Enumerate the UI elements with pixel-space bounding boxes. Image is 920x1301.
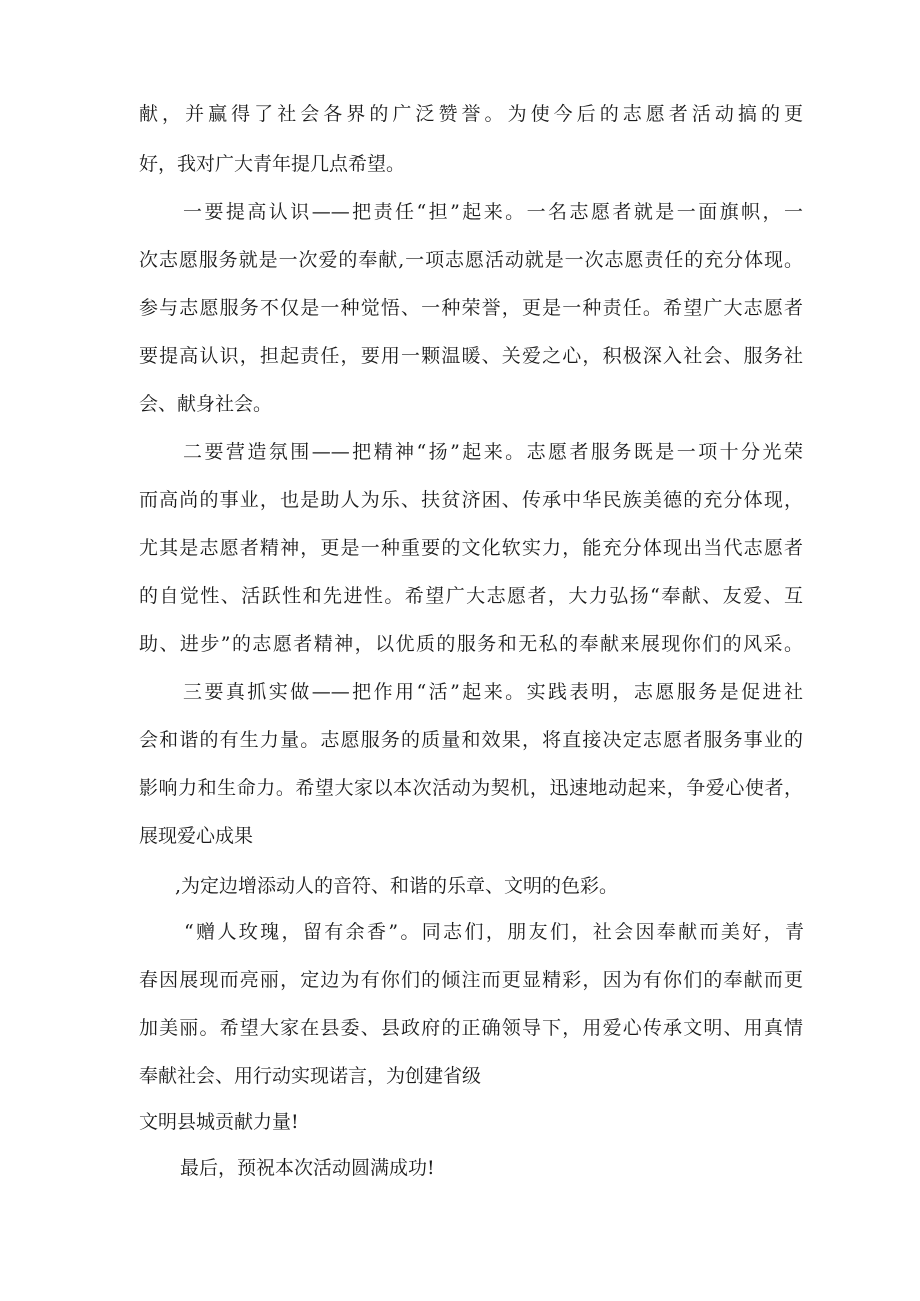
text-line: 好，我对广大青年提几点希望。: [139, 153, 406, 175]
paragraph-3-first-line: 三要真抓实做——把作用“活”起来。实践表明，志愿服务是促进社: [183, 681, 803, 703]
text-line: 文明县城贡献力量!: [139, 1111, 299, 1133]
text-line: 尤其是志愿者精神，更是一种重要的文化软实力，能充分体现出当代志愿者: [139, 537, 803, 559]
text-line: 会和谐的有生力量。志愿服务的质量和效果，将直接决定志愿者服务事业的: [139, 729, 803, 751]
text-line: 奉献社会、用行动实现诺言，为创建省级: [139, 1065, 482, 1087]
paragraph-4-first-line: “赠人玫瑰，留有余香”。同志们，朋友们，社会因奉献而美好，青: [184, 921, 804, 943]
text-line: 而高尚的事业，也是助人为乐、扶贫济困、传承中华民族美德的充分体现，: [139, 489, 803, 511]
text-line: 次志愿服务就是一次爱的奉献,一项志愿活动就是一次志愿责任的充分体现。: [139, 249, 803, 271]
text-line: ,为定边增添动人的音符、和谐的乐章、文明的色彩。: [175, 875, 619, 897]
text-line: 春因展现而亮丽，定边为有你们的倾注而更显精彩，因为有你们的奉献而更: [139, 969, 803, 991]
text-line: 助、进步”的志愿者精神，以优质的服务和无私的奉献来展现你们的风采。: [139, 633, 803, 655]
text-line: 要提高认识，担起责任，要用一颗温暖、关爱之心，积极深入社会、服务社: [139, 345, 803, 367]
text-line: 展现爱心成果: [139, 825, 254, 847]
text-line: 的自觉性、活跃性和先进性。希望广大志愿者，大力弘扬“奉献、友爱、互: [139, 585, 803, 607]
paragraph-1-first-line: 一要提高认识——把责任“担”起来。一名志愿者就是一面旗帜，一: [183, 201, 803, 223]
text-line: 会、献身社会。: [139, 393, 273, 415]
text-line: 参与志愿服务不仅是一种觉悟、一种荣誉，更是一种责任。希望广大志愿者: [139, 297, 803, 319]
closing-line: 最后，预祝本次活动圆满成功!: [180, 1157, 435, 1179]
paragraph-2-first-line: 二要营造氛围——把精神“扬”起来。志愿者服务既是一项十分光荣: [183, 441, 803, 463]
text-line: 影响力和生命力。希望大家以本次活动为契机，迅速地动起来，争爱心使者，: [139, 777, 803, 799]
text-line: 加美丽。希望大家在县委、县政府的正确领导下，用爱心传承文明、用真情: [139, 1017, 803, 1039]
text-line: 献，并赢得了社会各界的广泛赞誉。为使今后的志愿者活动搞的更: [139, 103, 803, 125]
